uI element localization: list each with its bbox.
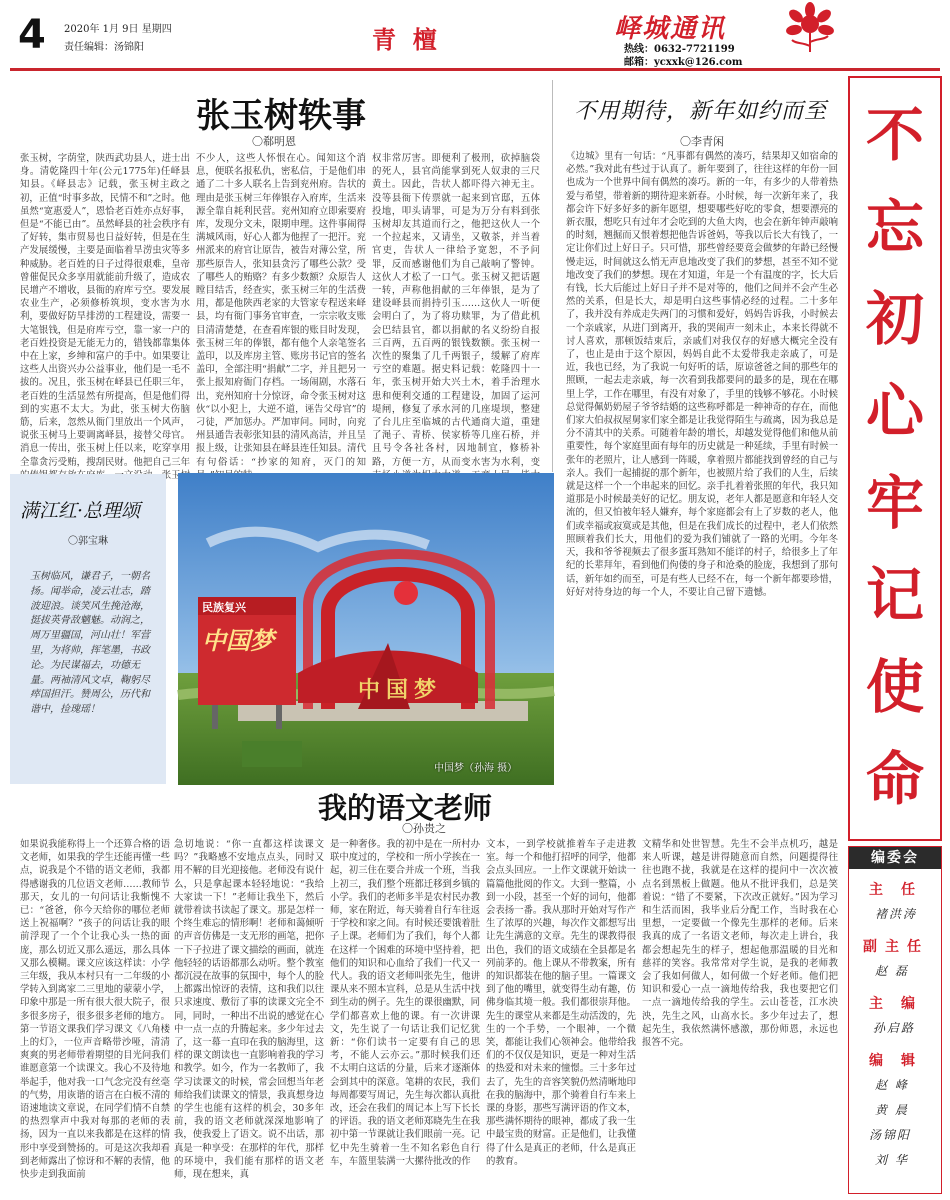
editorial-board xyxy=(848,846,942,1194)
board-title: 编委会 xyxy=(849,847,941,869)
board-person: 褚洪涛 xyxy=(875,907,918,921)
article-body-newyear: 《边城》里有一句话：“凡事都有偶然的凑巧，结果却又如宿命的必然。”我对此有些过于认真了。新年要到了，往往这样的年份一回也成为一个世界中间有偶然的凑巧。新的一年，有多少的人带着热爱与希望，带着新的期待迎来新春。小时候，每一次新年来了，我都会许下好多好多的新年愿望，想要哪些好吃的零食，想要漂亮的新衣服，想吃只有过年才会吃到的大鱼大肉，也会在新年钟声敲响的时刻，翘掘而又恨着想把他告诉爸妈，等我以后长大有钱了，一定让你们过上好日子。只可惜，那些曾经要竟会做梦的年龄已经慢慢走远，时间就这么悄无声息地改变了我们的梦想，甚至不知不觉地改变了我们的梦想。现在才知道，年是一个有温度的字，长大后有钱，长大后能过上好日子并不是对等的，他们之间并不会产生必然的关系，但是长大，却是明白这些事情必经的过程。二十多年了，我并没有养成走失两门的习惯和爱好，妈妈告诉我，小时候去一个亲戚家，从进门到离开，我的哭闹声一刻未止，本来长得就不讨人喜欢，那顿饭结束后，亲戚们对我仅存的好感大概完全没有了，也止是由于这个原因，妈妈自此不太爱带我走亲戚了，可是近，我也已经，为了我说一句好听的话，原谅爸爸之间的那些年的照顾，一起去走亲戚，每一次看到我都要问的最多的是，现在在哪里上学，工作在哪里，有没有对象了，手里的钱够不够花。小时候总觉得佩奶奶屋子爷爷结婚的这些称呼都是一种神奇的存在，而他们家大伯叔叔屋舅家们家全都是让我觉得陌生与疏离，因为我总是分不清其中的关系。可随着年龄的增长，却越发觉得他们和他从前重要性，每个家庭里面有每年的历史就是一种延续，手里有时候一张年的老照片，让人感到一阵暖，拿着照片都能找到曾经的自己与亲人。我们一起捕捉的那个新年，也被照片给了我们的人生，后续就是这样一个一个串起来的回忆。亲手扎着着张照的年代，我只知道那是小时候最美好的记忆。朋友说，老年人都是愿意和年轻人交流的，但又怕被年轻人嫌弃，每个家庭都会有上了岁数的老人，他们或幸福或寂寞或是其他，但是在我们成长的过程中，老人们依然照顾着我们长大，用他们的爱为我们铺就了一路的光明。今年冬天，我和爷爷视频去了很多蛋耳熟知不能详的村子，给很多上了年纪的长辈拜年，看到他们佝偻的身子和沧桑的脸庞，我想到了那句话，新年如约而至，可是有些人已经不在，每一个新年都要珍惜，好好对待身边的每一个人，不要让自己留下遗憾。 xyxy=(566,151,838,598)
article-title-newyear: 不用期待，新年如约而至 xyxy=(574,99,828,124)
billboard-slogan: 中国梦 xyxy=(202,626,274,655)
article-body-column: 是一种奢侈。我的初中是在一所村办联中度过的，学校和一所小学挨在一起，初三住在要合并成一个班，当我上初三，我们整个班都迁移到乡镇的小学。我们的老师多半是农村民办教师，家在附近，每天骑着自行车往返于学校和家之间。有时候还要饿着肚子上课。老师们为了我们，每个人都在这样一个困难的环境中坚持着，把他们的知识和心血给了我们一代又一代人。我的语文老师叫张先生，他讲课从来不照本宣科，总是从生活中找到生动的例子。先生的课很幽默，同学们都喜欢上他的课。有一次讲课文，先生说了一句话让我们记忆犹新：“你们读书一定要有自己的思考，不能人云亦云。”那时候我们还不太明白这话的分量，后来才逐渐体会到其中的深意。笔耕的农民，我们每周都要写周记，先生每次都认真批改，还会在我们的周记本上写下长长的评语。我的语文老师郑晓先生在我初中第一节课就让我们眼前一亮。记忆中先生骑着一生不知名彩色自行车，车篮里装满一大摞待批改的作 xyxy=(330,839,481,1167)
article-body-column: 权非常厉害。即便利了极刑，砍掉脑袋的死人，县官尚能掌到死人奴隶的三尺黄土。因此，告状人都吓得六神无主。没等县衙下传票就一起来到官邸，五体投地，叩头请罪，可是为万分有料到张玉树却友其道而行之，他把这伙人一个一个拉起来，又请坐，又敬茶，并当着官吏，告状人一律给予宽恕，不予问罪，反而感谢他们为自己敲响了警钟。这伙人才松了一口气。张玉树又把话题一转，声称他捐献的三年俸银，是为了建设峄县而捐持引玉……这伙人一听便会明白了，为了将功赎罪，为了借此机会巴结县官，都以捐献的名义纷纷自报三百两，五百两的银钱数额。张玉树一次性的聚集了几千两银子，缓解了府库亏空的难题。据史料记载：乾隆四十一年，张玉树开始大兴土木，着手治理水患和便利交通的工程建设，加固了运河堤闸，修复了承水河的几座堤坝，整建了台儿庄至临城的古代通商大道，重建了渑子、青桥、侯家桥等几座石桥，并且号令各社各村，因地制宜，修桥补路，方便一方，从而变水害为水利，变 xyxy=(372,153,540,468)
board-role: 编辑 xyxy=(869,1053,933,1069)
poem-text: 玉树临风，谦君子，一朝名扬。闻举命，凌云壮志，踏波迎浪。谈笑风生挽沧海，挺拔英骨敌魑魅。动润之，周万里疆国，河山壮！军营里，为将帅，挥笔墨，书政论。为民谋福去，功德无量。两袖清风文卓，鞠躬尽瘁国担汗。赞周公，历代和谐中，捡瑰瑶！ xyxy=(30,571,150,716)
news-photo xyxy=(178,473,554,785)
board-person: 孙启路 xyxy=(873,1021,916,1035)
article-body-column: 文本，一到学校就推着车子走进教室。每一个和他打招呼的同学，他都会点头回应。一上作文课就开始读一篇篇他批阅的作文。大到一整篇，小到一小段，甚至一个好的词句，他都会表扬一番。我从那时开始对写作产生了浓厚的兴趣，每次作文都想写出让先生满意的文章。先生的课教得很出色，我们的语文成绩在全县都是名列前茅的。他上课从不带教案，所有的知识都装在他的脑子里。一篇课文到了他的嘴里，就变得生动有趣，仿佛身临其境一般。我们都很崇拜他。先生的课堂从来都是生动活泼的，先生的一个手势，一个眼神，一个微笑，都能让我们心领神会。他带给我们的不仅仅是知识，更是一种对生活的热爱和对未来的憧憬。三十多年过去了，先生的音容笑貌仍然清晰地印在我的脑海中，那个骑着自行车来上课的身影，那些写满评语的作文本，那些满怀期待的眼神，都成了我一生中最宝贵的财富。正是他们，让我懂得了什么是真正的老师，什么是真正的教育。 xyxy=(486,839,637,1167)
hotline-number: 0632-7721199 xyxy=(654,44,735,55)
poem-box xyxy=(10,474,166,784)
email-address: ycxxk@126.com xyxy=(654,57,743,68)
brand-emblem-icon xyxy=(778,2,842,54)
article-body-column: 如果说我能称得上一个还算合格的语文老师，如果我的学生还能再懂一些点，说我是个不错的语文老师，我都得感谢我的几位语文老师……教师节那天，女儿的一句问话让我惭愧不已：“爸爸，你今天给你的哪位老师送上祝福啊？”孩子的问话让我的眼前浮现了一个个让我心头一热的面庞，那么切近又那么遥远，那么具体又那么模糊。课文应该这样读：小学三年级，我从本村只有一二年级的小学转入到离家二三里地的蒙蒙小学，印象中那是一所有很大很大院子，很多很多房子，很多很多老师的地方。第一节语文课我们学习课文《八角楼上的灯》，一位声音略带沙哑，清清爽爽的男老师带着期望的目光问我们谁愿意第一个读课文。我心不及待地举起手，他对我一口气念完没有丝毫的气势，用诙谐的语言在白板不清的语速地读文章说，在同学们情不自禁的热烈掌声中我对每那的老师的表扬，因为一直以来我都是在这样的情形中享受到赞扬的。可是这次我却看到老师露出了惊讶和不解的表情，他快步走到我面前 xyxy=(20,839,171,1181)
sculpture-inscription: 中国梦 xyxy=(358,677,443,703)
board-person: 汤锦阳 xyxy=(869,1128,912,1142)
slogan-char: 记 xyxy=(865,561,924,629)
slogan-char: 忘 xyxy=(865,193,924,261)
sidebar-slogan xyxy=(848,76,942,841)
board-person: 黄 晨 xyxy=(875,1103,909,1117)
board-role: 副主任 xyxy=(863,939,929,955)
poem-title: 满江红·总理颂 xyxy=(20,500,141,522)
email-label: 邮箱： xyxy=(624,57,654,68)
slogan-char: 初 xyxy=(865,285,924,353)
slogan-char: 心 xyxy=(865,377,924,445)
board-role: 主任 xyxy=(869,882,933,898)
article-author-teacher: 〇孙贵之 xyxy=(402,822,446,835)
article-body-column: 急切地说：“你一直都这样读课文吗？”我略感不安地点点头，同时又用不解的目光迎接他。老师没有说什么，只是拿起课本轻轻地说：“我给大家读一下！”老师让我坐下，然后就带着读书读起了课文。那是怎样一个终生难忘的情形啊！老师和蔼倾听的声音仿佛是一支无形的画笔，把你一下子拉进了课文描绘的画面，就连他轻轻的话语都那么动听。整个教室都沉浸在故事的氛围中，每个人的脸上都露出惊讶的表情，这和我们以往只求速度、敷衍了事的读课文完全不同，同时，一种出不出说的感觉在心中一点一点的升腾起来。多少年过去了，这一幕一直印在我的脑海里，这样的课文朗读也一直影响着我的学习和教学。如今，作为一名教师了，我学习读课文的时候，常会回想当年老师给我们读课文的情景，我真想身边的学生也能有这样的机会，30多年前，我的语文老师就深深地影响了我，使我爱上了语文。说不出话，那真是一种享受：在那样的年代，那样的环境中，我们能有那样的语文老师，现在想来，真 xyxy=(174,839,325,1181)
page-header xyxy=(0,0,950,68)
board-role: 主编 xyxy=(869,996,933,1012)
article-body-column: 不少人，这些人怀恨在心。闻知这个消息，便联名报私仇，密私信，于是他们串通了二十多人联名上告到兖州府。告状的理由是张玉树三年俸银存入府库，生活来源全靠自耗利民营。兖州知府立即索要府库，发现分文未，限期申理。这件事闹得满城风雨，好心人都为他捏了一把汗。兖州派来的府官让原告，被告对薄公堂，所那些原告人，张知县贪污了哪些公款？受了哪些人的贿赂？有多少数额？众原告人瞠目结舌，经查实，张玉树三年的生活费用，都是他陕西老家的大管家专程送来峄县，均有衙门事务官审查，一宗宗收支账目清清楚楚，在查看库银的账目时发现，张玉树三年的俸银，都有他个人亲笔签名盖印，以及库房主管、账房书记官的签名盖印，全部注明“捐献”二字，并且把另一张上报知府衙门存档。一场闹剧，水落石出，兖州知府十分惊讶，命令张玉树对这伙“以小犯上，大逆不道，诬告父母官”的刁徒，严加惩办。严加审问。同时，向兖州县通告表彰张知县的清风高洁，并且呈报上级，让张知县在峄县连任知县。清代有句俗话：“抄家的知府，灭门的知 xyxy=(196,153,366,468)
billboard-headline: 民族复兴 xyxy=(202,601,246,614)
photo-caption: 中国梦（孙海 摄） xyxy=(434,763,518,774)
slogan-char: 使 xyxy=(865,653,924,721)
board-person: 刘 华 xyxy=(875,1153,909,1167)
section-name: 青 檀 xyxy=(372,26,437,54)
poem-author: 〇郭宝琳 xyxy=(68,536,108,547)
hotline-label: 热线： xyxy=(624,44,654,55)
brand-logo xyxy=(614,8,766,44)
header-divider xyxy=(10,68,940,71)
article-author-zhang: 〇郗明恩 xyxy=(252,135,296,148)
board-person: 赵 峰 xyxy=(875,1078,909,1092)
slogan-char: 命 xyxy=(865,745,924,813)
issue-date: 2020年 1月 9日 星期四 xyxy=(64,24,172,35)
responsible-editor: 责任编辑：汤锦阳 xyxy=(64,42,144,53)
article-body-column: 张玉树，字荫堂，陕西武功县人，进士出身。清乾隆四十年(公元1775年)任峄县知县。《峄县志》记载，张玉树主政之初，正值“时事多故，民情不和”之时。他虽然“宽惠爱人”，恩恰老百姓亦点好事，但是“不能已由”。虽然峄县的社会秩序有了好转，集市贸易也日益好转，但是在生产发展缓慢，主要是面临着旱涝虫灾等多种威胁。老百姓的日子过得很艰难，皇帝曾催促民众多享用就能前升级了，造成农民增产不增收，县衙的府库亏空。要发展农业生产，必须修桥筑坝，变水害为水利，要做好防旱排涝的工程建设，需要一大笔银钱，但是府库亏空，靠一家一户的老百姓投资是无能无力的，错钱都靠集体中在上家，乡绅和富户的手中。如果要让这些人出资兴办公益事业，他们是一毛不拔的。况且，张玉树在峄县已任职三年，老百姓的生活显然有所提高，但是他们得到的实惠不太大。为此，张玉树大伤脑筋，后来，忽然从衙门里放出一个风声，说张玉树马上要调离峄县，接替父母官。消息一传出，张玉树上任以来，吃穿享用全靠贪污受贿，搜刮民财。他把自己三年 。张玉树 xyxy=(20,153,190,481)
article-title-zhang: 张玉树轶事 xyxy=(196,96,366,136)
column-divider xyxy=(552,80,553,472)
article-body-column: 文精华和处世智慧。先生不会半点机巧，越是来人听课，越是讲得随意而自然，问题提得往往也跑不拢，我就是在这样的提问中一次次被点名到黑板上做题。他从不批评我们，总是笑着说：“错了不要紧，下次改正就好。”因为学习和生活而困，我毕业后分配工作，当时我在心里想，一定要做一个像先生那样的老师。后来我真的成了一名语文老师，每次走上讲台，我都会想起先生的样子，想起他那温暖的目光和慈祥的笑容。我常常对学生说，是我的老师教会了我如何做人，如何做一个好老师。他们把知识和爱心一点一滴地传给我，我也要把它们一点一滴地传给我的学生。云山苍苍，江水泱泱，先生之风，山高水长。多少年过去了，想起先生，我依然满怀感激，那份师恩，永远也报答不完。 xyxy=(642,839,838,1049)
slogan-char: 不 xyxy=(865,101,924,169)
page-number: 4 xyxy=(18,12,46,58)
email-row xyxy=(624,53,742,68)
board-person: 赵 磊 xyxy=(875,964,909,978)
slogan-char: 牢 xyxy=(865,469,924,537)
article-title-teacher: 我的语文老师 xyxy=(318,791,493,825)
brand-text: 峄城通讯 xyxy=(614,14,727,44)
article-author-newyear: 〇李青闲 xyxy=(680,135,724,148)
